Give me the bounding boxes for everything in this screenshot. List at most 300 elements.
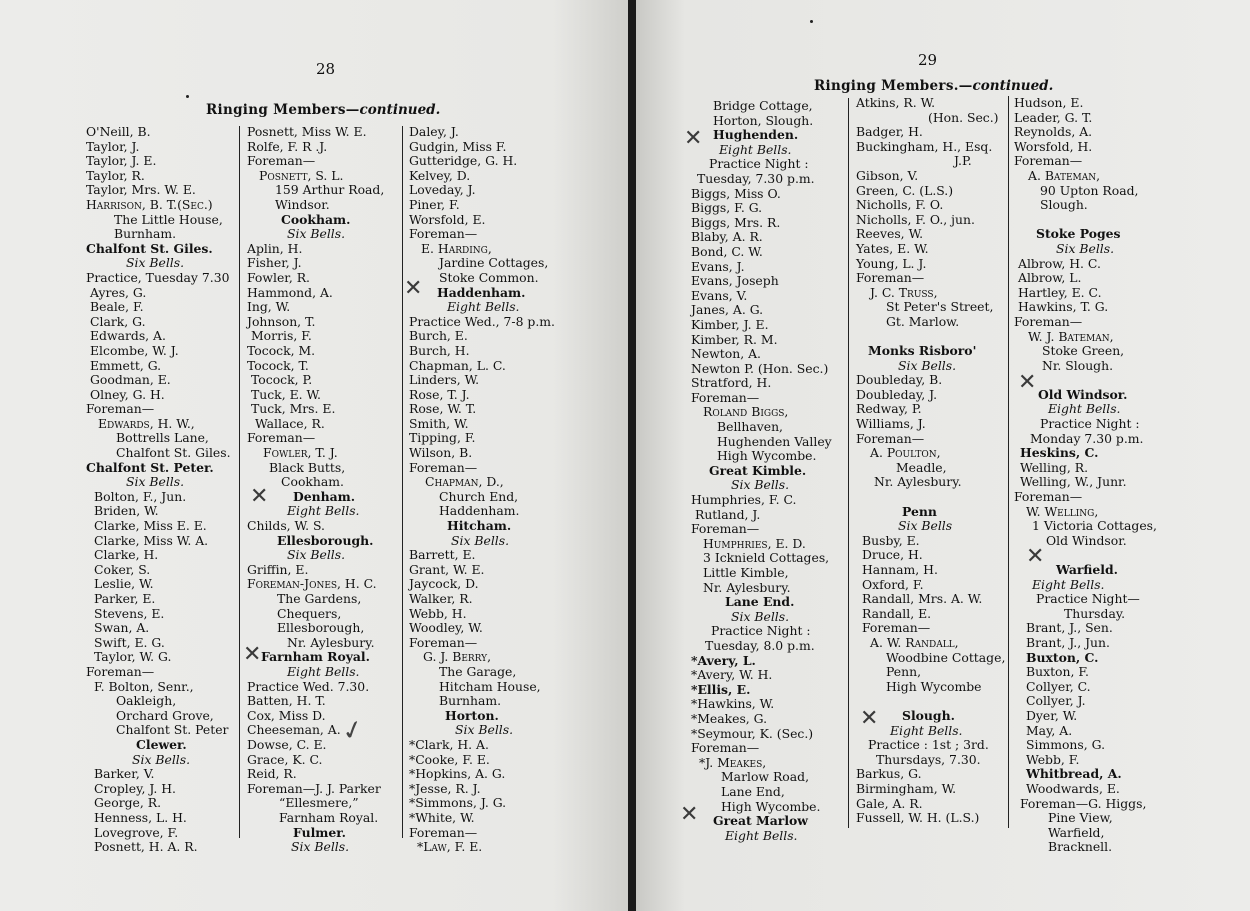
entry-line: Six Bells.	[731, 477, 790, 493]
entry-line: Horton.	[445, 707, 499, 723]
entry-line	[856, 490, 1005, 505]
entry-line: *Jesse, R. J.	[409, 780, 481, 796]
entry-line: Young, L. J.	[856, 255, 927, 271]
entry-line: 1 Victoria Cottages,	[1032, 518, 1157, 534]
entry-line: Beale, F.	[90, 299, 144, 315]
entry-line: Six Bells.	[898, 357, 957, 373]
entry-line: Foreman—	[1014, 153, 1083, 169]
right-column-1	[691, 99, 832, 843]
entry-line: Walker, R.	[409, 591, 473, 606]
entry-line: Barrett, E.	[409, 547, 476, 563]
entry-line: Taylor, R.	[86, 167, 145, 183]
entry-line: Taylor, J. E.	[86, 153, 157, 169]
entry-line: St Peter's Street,	[886, 299, 994, 315]
entry-line: Burnham.	[439, 693, 502, 709]
entry-line: Cookham.	[281, 474, 344, 490]
entry-line: Rose, T. J.	[409, 386, 470, 402]
entry-line: Oxford, F.	[862, 576, 924, 592]
entry-line: Taylor, W. G.	[94, 649, 172, 665]
entry-line: Eight Bells.	[719, 141, 792, 157]
entry-line: Practice Night :	[1040, 416, 1140, 432]
entry-line: Ing, W.	[247, 299, 291, 315]
entry-line: Bolton, F., Jun.	[94, 488, 187, 504]
entry-line: Slough.	[902, 707, 955, 723]
entry-line: Six Bells.	[126, 255, 185, 271]
entry-line: G. J. Berry,	[423, 649, 492, 665]
entry-line: Taylor, Mrs. W. E.	[86, 182, 196, 198]
entry-line: Worsfold, E.	[409, 211, 486, 227]
entry-line: Old Windsor.	[1046, 532, 1127, 548]
entry-line: Warfield.	[1056, 562, 1118, 577]
entry-line: Posnett, S. L.	[259, 167, 344, 183]
pencil-cross-mark: ✕	[684, 126, 703, 151]
entry-line: Foreman—	[86, 401, 155, 417]
entry-line: Chequers,	[277, 605, 342, 621]
entry-line: Six Bells.	[455, 722, 514, 738]
entry-line: Six Bells.	[287, 547, 346, 563]
entry-line: Janes, A. G.	[691, 302, 764, 318]
entry-line: Foreman—	[856, 270, 925, 286]
entry-line: Orchard Grove,	[116, 707, 214, 723]
entry-line: Cheeseman, A.	[247, 722, 341, 738]
entry-line: Blaby, A. R.	[691, 229, 763, 245]
entry-line: Clark, G.	[90, 313, 146, 329]
entry-line: Foreman—	[1014, 489, 1083, 505]
entry-line: Stoke Green,	[1042, 343, 1125, 359]
entry-line: Bracknell.	[1048, 839, 1113, 855]
entry-line: Batten, H. T.	[247, 693, 326, 709]
entry-line: Foreman—	[409, 824, 478, 840]
entry-line: J.P.	[954, 153, 972, 169]
entry-line: *Cooke, F. E.	[409, 751, 490, 767]
entry-line: Busby, E.	[862, 532, 920, 548]
entry-line: Barker, V.	[94, 766, 155, 782]
entry-line: Nr. Aylesbury.	[703, 579, 791, 595]
entry-line: Marlow Road,	[721, 769, 810, 785]
ink-speck	[186, 95, 189, 98]
entry-line: High Wycombe.	[717, 448, 817, 464]
entry-line: Horton, Slough.	[713, 112, 814, 128]
entry-line: Humphries, E. D.	[703, 535, 806, 551]
entry-line: Randall, Mrs. A. W.	[862, 591, 983, 607]
entry-line: High Wycombe	[886, 678, 982, 694]
entry-line: Penn	[902, 503, 937, 519]
entry-line: Atkins, R. W.	[856, 95, 936, 110]
entry-line: Collyer, J.	[1026, 693, 1086, 709]
entry-line: Rolfe, F. R .J.	[247, 138, 328, 154]
entry-line: Tuesday, 7.30 p.m.	[697, 170, 815, 186]
entry-line: Fulmer.	[293, 824, 346, 840]
entry-line: Practice Wed. 7.30.	[247, 678, 370, 694]
entry-line: Burch, H.	[409, 342, 470, 358]
entry-line: Eight Bells.	[1048, 401, 1121, 417]
entry-line: Great Kimble.	[709, 462, 807, 478]
entry-line: Windsor.	[275, 196, 330, 212]
entry-line: Biggs, Mrs. R.	[691, 214, 781, 230]
entry-line: Hitcham.	[447, 518, 512, 534]
entry-line: Daley, J.	[409, 124, 459, 139]
entry-line: Tuesday, 8.0 p.m.	[705, 637, 815, 653]
entry-line: Collyer, C.	[1026, 678, 1091, 694]
entry-line: Stoke Common.	[439, 269, 539, 285]
entry-line: Fowler, R.	[247, 269, 310, 285]
entry-line: Wilson, B.	[409, 445, 473, 461]
entry-line: Smith, W.	[409, 415, 469, 431]
entry-line: Whitbread, A.	[1026, 766, 1122, 782]
entry-line: Webb, H.	[409, 605, 467, 621]
entry-line: Brant, J., Sen.	[1026, 620, 1113, 636]
column-rule	[1008, 96, 1009, 828]
entry-line: Foreman—	[856, 430, 925, 446]
entry-line: Lovegrove, F.	[94, 824, 179, 840]
pencil-cross-mark: ✕	[1026, 544, 1045, 569]
entry-line: Edwards, A.	[90, 328, 166, 344]
entry-line: Chalfont St. Peter	[116, 722, 229, 738]
entry-line: Nr. Aylesbury.	[874, 474, 962, 490]
entry-line: *Seymour, K. (Sec.)	[691, 725, 814, 741]
entry-line: Farnham Royal.	[279, 809, 379, 825]
entry-line: Hawkins, T. G.	[1018, 299, 1109, 315]
page-number-right: 29	[918, 51, 938, 69]
entry-line: Johnson, T.	[247, 313, 316, 329]
entry-line: *Clark, H. A.	[409, 736, 489, 752]
entry-line: W. J. Bateman,	[1028, 328, 1114, 344]
entry-line: Foreman—	[691, 740, 760, 756]
entry-line: Parker, E.	[94, 591, 156, 606]
entry-line: Little Kimble,	[703, 565, 789, 580]
entry-line: Taylor, J.	[86, 138, 140, 154]
pencil-cross-mark: ✕	[243, 642, 262, 667]
entry-line: Griffin, E.	[247, 561, 309, 577]
entry-line: Nr. Aylesbury.	[287, 634, 375, 650]
right-column-3	[1014, 96, 1157, 855]
entry-line: Hartley, E. C.	[1018, 284, 1102, 300]
entry-line	[856, 330, 1005, 345]
entry-line: Dyer, W.	[1026, 707, 1078, 723]
entry-line: Eight Bells.	[1032, 576, 1105, 592]
entry-line: Green, C. (L.S.)	[856, 182, 954, 198]
entry-line: Reynolds, A.	[1014, 124, 1093, 140]
ink-speck	[810, 20, 813, 23]
entry-line: Evans, J.	[691, 258, 745, 274]
entry-line: Farnham Royal.	[261, 649, 370, 665]
entry-line: Six Bells.	[132, 751, 191, 767]
entry-line: Worsfold, H.	[1014, 138, 1093, 154]
entry-line: Redway, P.	[856, 401, 922, 417]
page-header-left	[206, 102, 440, 118]
entry-line: Practice Night :	[711, 623, 811, 639]
entry-line: Leader, G. T.	[1014, 109, 1093, 125]
entry-line: Welling, W., Junr.	[1020, 474, 1127, 490]
entry-line: *White, W.	[409, 809, 475, 825]
entry-line: Bridge Cottage,	[713, 98, 813, 113]
entry-line: Ellesborough.	[277, 532, 374, 548]
entry-line: Evans, V.	[691, 287, 748, 303]
entry-line: Buckingham, H., Esq.	[856, 138, 993, 154]
entry-line: Practice : 1st ; 3rd.	[868, 737, 989, 753]
entry-line: Woodley, W.	[409, 620, 483, 636]
entry-line: Roland Biggs,	[703, 404, 789, 420]
entry-line: Emmett, G.	[90, 357, 162, 373]
entry-line: Druce, H.	[862, 547, 923, 563]
entry-line: E. Harding,	[421, 240, 492, 256]
entry-line: Linders, W.	[409, 372, 480, 388]
entry-line: Haddenham.	[437, 284, 526, 300]
entry-line: Humphries, F. C.	[691, 492, 797, 508]
entry-line: Randall, E.	[862, 605, 932, 621]
entry-line: Eight Bells.	[725, 827, 798, 843]
entry-line: Kimber, R. M.	[691, 331, 778, 347]
entry-line: Henness, L. H.	[94, 809, 187, 825]
entry-line: Gale, A. R.	[856, 795, 923, 811]
entry-line: Tocock, P.	[251, 372, 313, 388]
entry-line: Childs, W. S.	[247, 518, 325, 534]
entry-line: Eight Bells.	[447, 299, 520, 315]
entry-line: Kimber, J. E.	[691, 316, 769, 332]
entry-line: Six Bells.	[126, 474, 185, 490]
entry-line: Loveday, J.	[409, 182, 476, 198]
entry-line: *Hopkins, A. G.	[409, 766, 506, 782]
pencil-cross-mark: ✕	[404, 276, 423, 301]
pencil-cross-mark: ✕	[250, 484, 269, 509]
entry-line: Woodbine Cottage,	[886, 649, 1006, 665]
entry-line: Clewer.	[136, 736, 187, 752]
column-rule	[848, 98, 849, 828]
entry-line: Foreman—	[409, 226, 478, 242]
entry-line: Slough.	[1040, 197, 1088, 213]
entry-line: Gutteridge, G. H.	[409, 153, 518, 169]
entry-line: Barkus, G.	[856, 766, 922, 782]
entry-line: *J. Meakes,	[699, 754, 767, 770]
entry-line: Cookham.	[281, 211, 351, 227]
entry-line: Church End,	[439, 488, 519, 504]
header-continued-right: continued.	[972, 78, 1054, 94]
entry-line: Bellhaven,	[717, 419, 783, 435]
entry-line: Hitcham House,	[439, 678, 541, 694]
header-continued-left: continued.	[359, 102, 441, 118]
entry-line: Aplin, H.	[247, 240, 303, 256]
page-header-right	[814, 78, 1053, 94]
entry-line: Woodwards, E.	[1026, 780, 1120, 796]
entry-line: Thursday.	[1064, 605, 1126, 621]
entry-line: Foreman—J. J. Parker	[247, 780, 381, 796]
entry-line: Pine View,	[1048, 810, 1113, 826]
entry-line: Clarke, Miss W. A.	[94, 532, 209, 548]
entry-line: Tipping, F.	[409, 430, 476, 446]
entry-line: Kelvey, D.	[409, 167, 471, 183]
entry-line: Hughenden Valley	[717, 433, 832, 449]
entry-line: Bond, C. W.	[691, 243, 763, 259]
pencil-cross-mark: ✕	[860, 706, 879, 731]
entry-line: A. Bateman,	[1028, 167, 1101, 183]
entry-line: Foreman—	[862, 620, 931, 636]
entry-line: Edwards, H. W.,	[98, 415, 195, 431]
entry-line: Swan, A.	[94, 620, 150, 636]
entry-line: Evans, Joseph	[691, 273, 779, 289]
entry-line: Buxton, F.	[1026, 664, 1089, 680]
entry-line: Jardine Cottages,	[439, 255, 549, 271]
entry-line: Doubleday, B.	[856, 372, 943, 388]
entry-line: Gibson, V.	[856, 167, 919, 183]
entry-line: Nicholls, F. O., jun.	[856, 211, 975, 227]
entry-line: Stevens, E.	[94, 605, 165, 621]
entry-line: George, R.	[94, 795, 162, 811]
entry-line: Clarke, H.	[94, 547, 159, 563]
entry-line: Posnett, Miss W. E.	[247, 124, 367, 139]
entry-line: Rose, W. T.	[409, 401, 477, 417]
entry-line: The Gardens,	[277, 591, 362, 606]
entry-line: Harrison, B. T.(Sec.)	[86, 196, 213, 212]
entry-line: Fisher, J.	[247, 255, 302, 271]
entry-line: 3 Icknield Cottages,	[703, 550, 830, 566]
entry-line: Chalfont St. Giles.	[86, 240, 213, 256]
column-rule	[402, 126, 403, 838]
entry-line: Foreman—	[691, 521, 760, 537]
entry-line: Chapman, D.,	[425, 474, 504, 490]
entry-line: O'Neill, B.	[86, 124, 151, 139]
entry-line: Oakleigh,	[116, 693, 177, 709]
entry-line: Monks Risboro'	[868, 343, 977, 359]
entry-line: Eight Bells.	[287, 503, 360, 519]
entry-line: Lane End,	[721, 783, 785, 799]
entry-line: Haddenham.	[439, 503, 520, 519]
entry-line: Hughenden.	[713, 127, 799, 143]
header-title-right: Ringing Members.—	[814, 78, 973, 94]
entry-line: Eight Bells.	[890, 722, 963, 738]
entry-line	[856, 694, 1005, 709]
entry-line	[1014, 213, 1157, 228]
entry-line: Morris, F.	[251, 328, 312, 344]
entry-line: Grant, W. E.	[409, 561, 485, 577]
entry-line: Webb, F.	[1026, 751, 1080, 767]
entry-line: *Avery, W. H.	[691, 667, 773, 683]
header-title-left: Ringing Members—	[206, 102, 360, 118]
entry-line: Reeves, W.	[856, 226, 924, 242]
entry-line: Birmingham, W.	[856, 780, 957, 796]
entry-line: “Ellesmere,”	[279, 795, 359, 811]
entry-line: Albrow, L.	[1018, 270, 1082, 286]
entry-line: Tuck, Mrs. E.	[251, 401, 336, 417]
entry-line: A. W. Randall,	[870, 634, 959, 650]
entry-line: Six Bells.	[287, 226, 346, 242]
entry-line: Biggs, F. G.	[691, 200, 763, 216]
entry-line: Fussell, W. H. (L.S.)	[856, 810, 980, 826]
entry-line: Hannam, H.	[862, 562, 938, 577]
entry-line: Foreman—	[691, 389, 760, 405]
entry-line: Black Butts,	[269, 459, 346, 475]
entry-line: Thursdays, 7.30.	[876, 751, 981, 767]
entry-line: High Wycombe.	[721, 798, 821, 814]
left-column-3	[409, 125, 555, 855]
entry-line: Leslie, W.	[94, 576, 154, 592]
entry-line: Foreman—	[409, 459, 478, 475]
entry-line: Eight Bells.	[287, 663, 360, 679]
entry-line: Clarke, Miss E. E.	[94, 518, 207, 534]
entry-line: (Hon. Sec.)	[928, 109, 999, 125]
entry-line: Reid, R.	[247, 766, 297, 782]
entry-line: Warfield,	[1048, 824, 1105, 840]
entry-line: Stratford, H.	[691, 375, 772, 391]
entry-line: Elcombe, W. J.	[90, 342, 179, 358]
entry-line: May, A.	[1026, 722, 1073, 738]
entry-line: Fowler, T. J.	[263, 445, 338, 461]
entry-line: Foreman—	[1014, 313, 1083, 329]
entry-line: Practice Night—	[1036, 591, 1140, 607]
entry-line: Chalfont St. Peter.	[86, 459, 214, 475]
page-number-left: 28	[316, 60, 336, 78]
entry-line: Penn,	[886, 664, 922, 680]
pencil-cross-mark: ✕	[680, 802, 699, 827]
entry-line: Tocock, T.	[247, 357, 309, 373]
entry-line: Six Bells.	[291, 839, 350, 855]
entry-line: *Meakes, G.	[691, 710, 768, 726]
right-page	[636, 0, 1250, 911]
entry-line: Newton P. (Hon. Sec.)	[691, 360, 829, 376]
entry-line: Welling, R.	[1020, 459, 1089, 475]
entry-line: Hammond, A.	[247, 284, 333, 300]
entry-line: Foreman—	[247, 153, 316, 169]
entry-line: Six Bells	[898, 518, 953, 534]
entry-line: Practice, Tuesday 7.30	[86, 269, 230, 285]
entry-line: *Ellis, E.	[691, 681, 751, 697]
entry-line: Bottrells Lane,	[116, 430, 209, 446]
entry-line: Burnham.	[114, 226, 177, 242]
entry-line: Great Marlow	[713, 813, 808, 829]
entry-line: Badger, H.	[856, 124, 923, 140]
entry-line: Buxton, C.	[1026, 649, 1099, 665]
entry-line: Six Bells.	[1056, 240, 1115, 256]
entry-line: Practice Wed., 7-8 p.m.	[409, 313, 555, 329]
entry-line: Yates, E. W.	[856, 240, 929, 256]
entry-line: Foreman—	[409, 634, 478, 650]
entry-line: Cox, Miss D.	[247, 707, 326, 723]
entry-line: Posnett, H. A. R.	[94, 839, 198, 855]
entry-line: The Garage,	[439, 663, 517, 679]
column-rule	[239, 126, 240, 838]
entry-line: Six Bells.	[731, 608, 790, 624]
entry-line: Wallace, R.	[255, 415, 325, 431]
entry-line: Foreman—G. Higgs,	[1020, 795, 1147, 811]
entry-line: Simmons, G.	[1026, 737, 1106, 753]
entry-line: Foreman-Jones, H. C.	[247, 576, 377, 592]
entry-line: Practice Night :	[709, 156, 809, 172]
entry-line: Olney, G. H.	[90, 386, 165, 402]
entry-line: Chapman, L. C.	[409, 357, 506, 373]
entry-line: Tuck, E. W.	[251, 386, 321, 402]
entry-line: Meadle,	[896, 459, 947, 475]
entry-line: Albrow, H. C.	[1018, 255, 1101, 271]
entry-line: *Simmons, J. G.	[409, 795, 507, 811]
entry-line: Nr. Slough.	[1042, 357, 1114, 373]
entry-line: Monday 7.30 p.m.	[1030, 430, 1144, 446]
entry-line: Gudgin, Miss F.	[409, 138, 507, 154]
entry-line: Heskins, C.	[1020, 445, 1099, 461]
entry-line: Goodman, E.	[90, 372, 171, 388]
entry-line: Cropley, J. H.	[94, 780, 176, 796]
entry-line: Coker, S.	[94, 561, 151, 577]
pencil-tick-mark: ✓	[338, 713, 368, 749]
entry-line: Grace, K. C.	[247, 751, 323, 767]
entry-line: Old Windsor.	[1038, 386, 1128, 402]
entry-line: *Law, F. E.	[417, 839, 483, 855]
entry-line: Doubleday, J.	[856, 386, 938, 402]
entry-line: Burch, E.	[409, 328, 468, 344]
entry-line: Foreman—	[247, 430, 316, 446]
entry-line: Gt. Marlow.	[886, 313, 960, 329]
entry-line: J. C. Truss,	[870, 284, 938, 300]
entry-line: Hudson, E.	[1014, 95, 1084, 110]
entry-line: Ayres, G.	[90, 284, 147, 300]
